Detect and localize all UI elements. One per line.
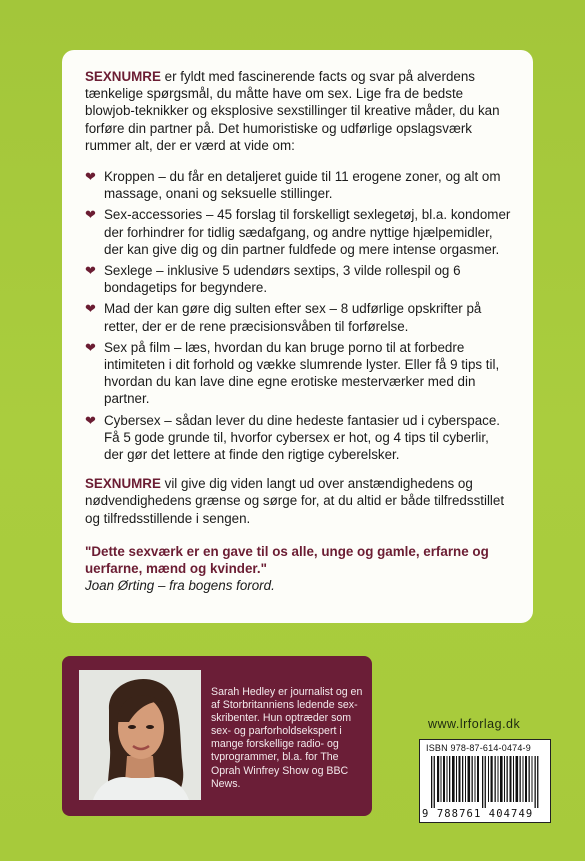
quote: "Dette sexværk er en gave til os alle, unge og gamle, erfarne og uerfarne, mænd og kvinder."	[85, 543, 489, 577]
list-item: ❤ Mad der kan gøre dig sulten efter sex – 8 udførlige opskrifter på retter, der er de rene præcisionsvåben til forførelse.	[85, 301, 482, 334]
heart-icon: ❤	[85, 339, 96, 355]
list-item: ❤ Sex på film – læs, hvordan du kan bruge porno til at forbedre intimiteten i dit forhold og vække slumrende lyster. Eller få 9 tips til, hvordan du kan lave dine egne erotiske mesterværker med din partner.	[85, 339, 500, 407]
author-bio: Sarah Hedley er journalist og en af Storbritanniens ledende sex-skribenter. Hun optræder som sex- og parforholdsekspert i mange forskellige radio- og tvprogrammer, bl.a. for The Oprah Winfrey Show og BBC News.	[211, 686, 363, 790]
author-box	[62, 656, 372, 816]
brand-name: SEXNUMRE	[85, 69, 161, 84]
list-item: ❤ Sexlege – inklusive 5 udendørs sextips, 3 vilde rollespil og 6 bondagetips for begyndere.	[85, 263, 461, 296]
list-item: ❤ Sex-accessories – 45 forslag til forskelligt sexlegetøj, bl.a. kondomer der forhindrer for tidlig sædafgang, og andre nyttige hjælpemidler, der kan give dig og din partner fuldfede og mere intense orgasmer.	[85, 207, 511, 257]
list-item: ❤ Kroppen – du får en detaljeret guide til 11 erogene zoner, og alt om massage, onani og seksuelle stillinger.	[85, 169, 501, 202]
author-photo	[79, 670, 201, 800]
barcode	[425, 756, 547, 808]
list-item: ❤ Cybersex – sådan lever du dine hedeste fantasier ud i cyberspace. Få 5 gode grunde til, hvorfor cybersex er hot, og 4 tips til cyberlir, der gør det lettere at finde den rigtige cyberelsker.	[85, 412, 501, 463]
heart-icon: ❤	[85, 412, 96, 428]
barcode-number: 9 788761 404749	[422, 808, 534, 820]
intro-text: er fyldt med fascinerende facts og svar på alverdens tænkelige spørgsmål, du måtte have om sex. Lige fra de bedste blowjob-teknikker og eksplosive sexstillinger til kreative måder, du kan forføre din partner på. Det humoristiske og udførlige opslagsværk rummer alt, der er værd at vide om:	[85, 69, 500, 153]
heart-icon: ❤	[85, 301, 96, 317]
brand-name: SEXNUMRE	[85, 476, 161, 492]
heart-icon: ❤	[85, 207, 96, 223]
isbn: ISBN 978-87-614-0474-9	[426, 743, 531, 753]
description-panel	[62, 50, 533, 623]
outro-paragraph	[85, 475, 511, 527]
publisher-website: www.lrforlag.dk	[428, 717, 521, 731]
feature-list	[85, 168, 511, 463]
barcode-box	[419, 739, 551, 823]
intro-paragraph	[85, 68, 511, 154]
heart-icon: ❤	[85, 263, 96, 279]
outro-text: vil give dig viden langt ud over anstændighedens og nødvendighedens grænse og sørge for, at du altid er både tilfredsstillet og tilfredsstillende i sengen.	[85, 476, 505, 526]
quote-attribution: Joan Ørting – fra bogens forord.	[85, 578, 275, 594]
heart-icon: ❤	[85, 169, 96, 185]
